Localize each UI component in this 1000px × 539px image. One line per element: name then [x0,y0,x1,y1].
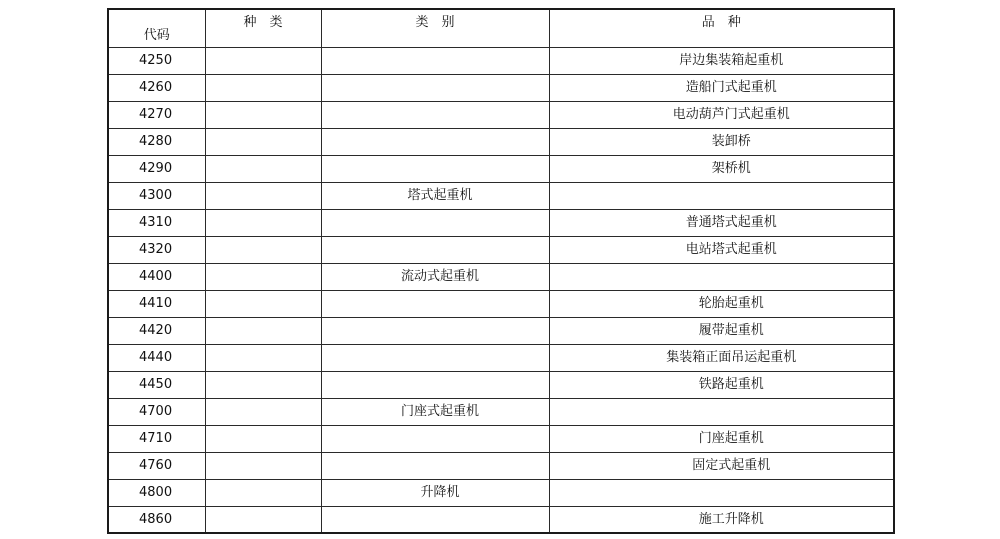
code-cell: 4860 [108,506,205,533]
table-row [108,155,894,182]
category-cell: 升降机 [321,479,549,506]
header-category: 类 别 [321,9,549,47]
category-cell [321,47,549,74]
category-cell [321,155,549,182]
category-cell [321,209,549,236]
table-row [108,398,894,425]
code-cell: 4290 [108,155,205,182]
kind-cell [205,371,321,398]
table-row [108,290,894,317]
table-row [108,317,894,344]
code-cell: 4710 [108,425,205,452]
table-row [108,506,894,533]
code-cell: 4700 [108,398,205,425]
table-header-row [108,9,894,47]
kind-cell [205,236,321,263]
kind-cell [205,47,321,74]
variety-cell: 铁路起重机 [549,371,894,398]
category-cell [321,371,549,398]
category-cell [321,128,549,155]
variety-cell [549,398,894,425]
table-row [108,344,894,371]
equipment-code-table-container [107,8,895,534]
code-cell: 4400 [108,263,205,290]
variety-cell [549,479,894,506]
table-row [108,263,894,290]
table-row [108,128,894,155]
category-cell [321,425,549,452]
variety-cell: 履带起重机 [549,317,894,344]
variety-cell: 门座起重机 [549,425,894,452]
table-row [108,371,894,398]
code-cell: 4760 [108,452,205,479]
category-cell [321,74,549,101]
table-row [108,47,894,74]
variety-cell: 固定式起重机 [549,452,894,479]
table-row [108,101,894,128]
variety-cell: 电站塔式起重机 [549,236,894,263]
kind-cell [205,182,321,209]
category-cell: 门座式起重机 [321,398,549,425]
kind-cell [205,452,321,479]
code-cell: 4270 [108,101,205,128]
category-cell [321,236,549,263]
table-row [108,479,894,506]
header-variety: 品 种 [549,9,894,47]
variety-cell: 岸边集装箱起重机 [549,47,894,74]
table-row [108,236,894,263]
kind-cell [205,290,321,317]
category-cell [321,101,549,128]
code-cell: 4450 [108,371,205,398]
code-cell: 4250 [108,47,205,74]
code-cell: 4800 [108,479,205,506]
code-cell: 4280 [108,128,205,155]
table-row [108,452,894,479]
table-row [108,209,894,236]
kind-cell [205,317,321,344]
variety-cell: 集装箱正面吊运起重机 [549,344,894,371]
category-cell: 流动式起重机 [321,263,549,290]
kind-cell [205,479,321,506]
header-code: 代码 [108,9,205,47]
variety-cell: 轮胎起重机 [549,290,894,317]
variety-cell: 造船门式起重机 [549,74,894,101]
table-row [108,425,894,452]
kind-cell [205,425,321,452]
variety-cell: 普通塔式起重机 [549,209,894,236]
code-cell: 4310 [108,209,205,236]
variety-cell: 装卸桥 [549,128,894,155]
variety-cell [549,263,894,290]
category-cell [321,506,549,533]
code-cell: 4260 [108,74,205,101]
kind-cell [205,155,321,182]
variety-cell: 施工升降机 [549,506,894,533]
category-cell: 塔式起重机 [321,182,549,209]
kind-cell [205,506,321,533]
code-cell: 4440 [108,344,205,371]
variety-cell [549,182,894,209]
table-row [108,74,894,101]
category-cell [321,452,549,479]
kind-cell [205,344,321,371]
kind-cell [205,74,321,101]
code-cell: 4410 [108,290,205,317]
kind-cell [205,263,321,290]
category-cell [321,317,549,344]
code-cell: 4320 [108,236,205,263]
kind-cell [205,101,321,128]
kind-cell [205,398,321,425]
kind-cell [205,128,321,155]
category-cell [321,344,549,371]
kind-cell [205,209,321,236]
variety-cell: 架桥机 [549,155,894,182]
header-kind: 种 类 [205,9,321,47]
category-cell [321,290,549,317]
code-cell: 4420 [108,317,205,344]
code-cell: 4300 [108,182,205,209]
variety-cell: 电动葫芦门式起重机 [549,101,894,128]
equipment-code-table [107,8,895,534]
table-row [108,182,894,209]
